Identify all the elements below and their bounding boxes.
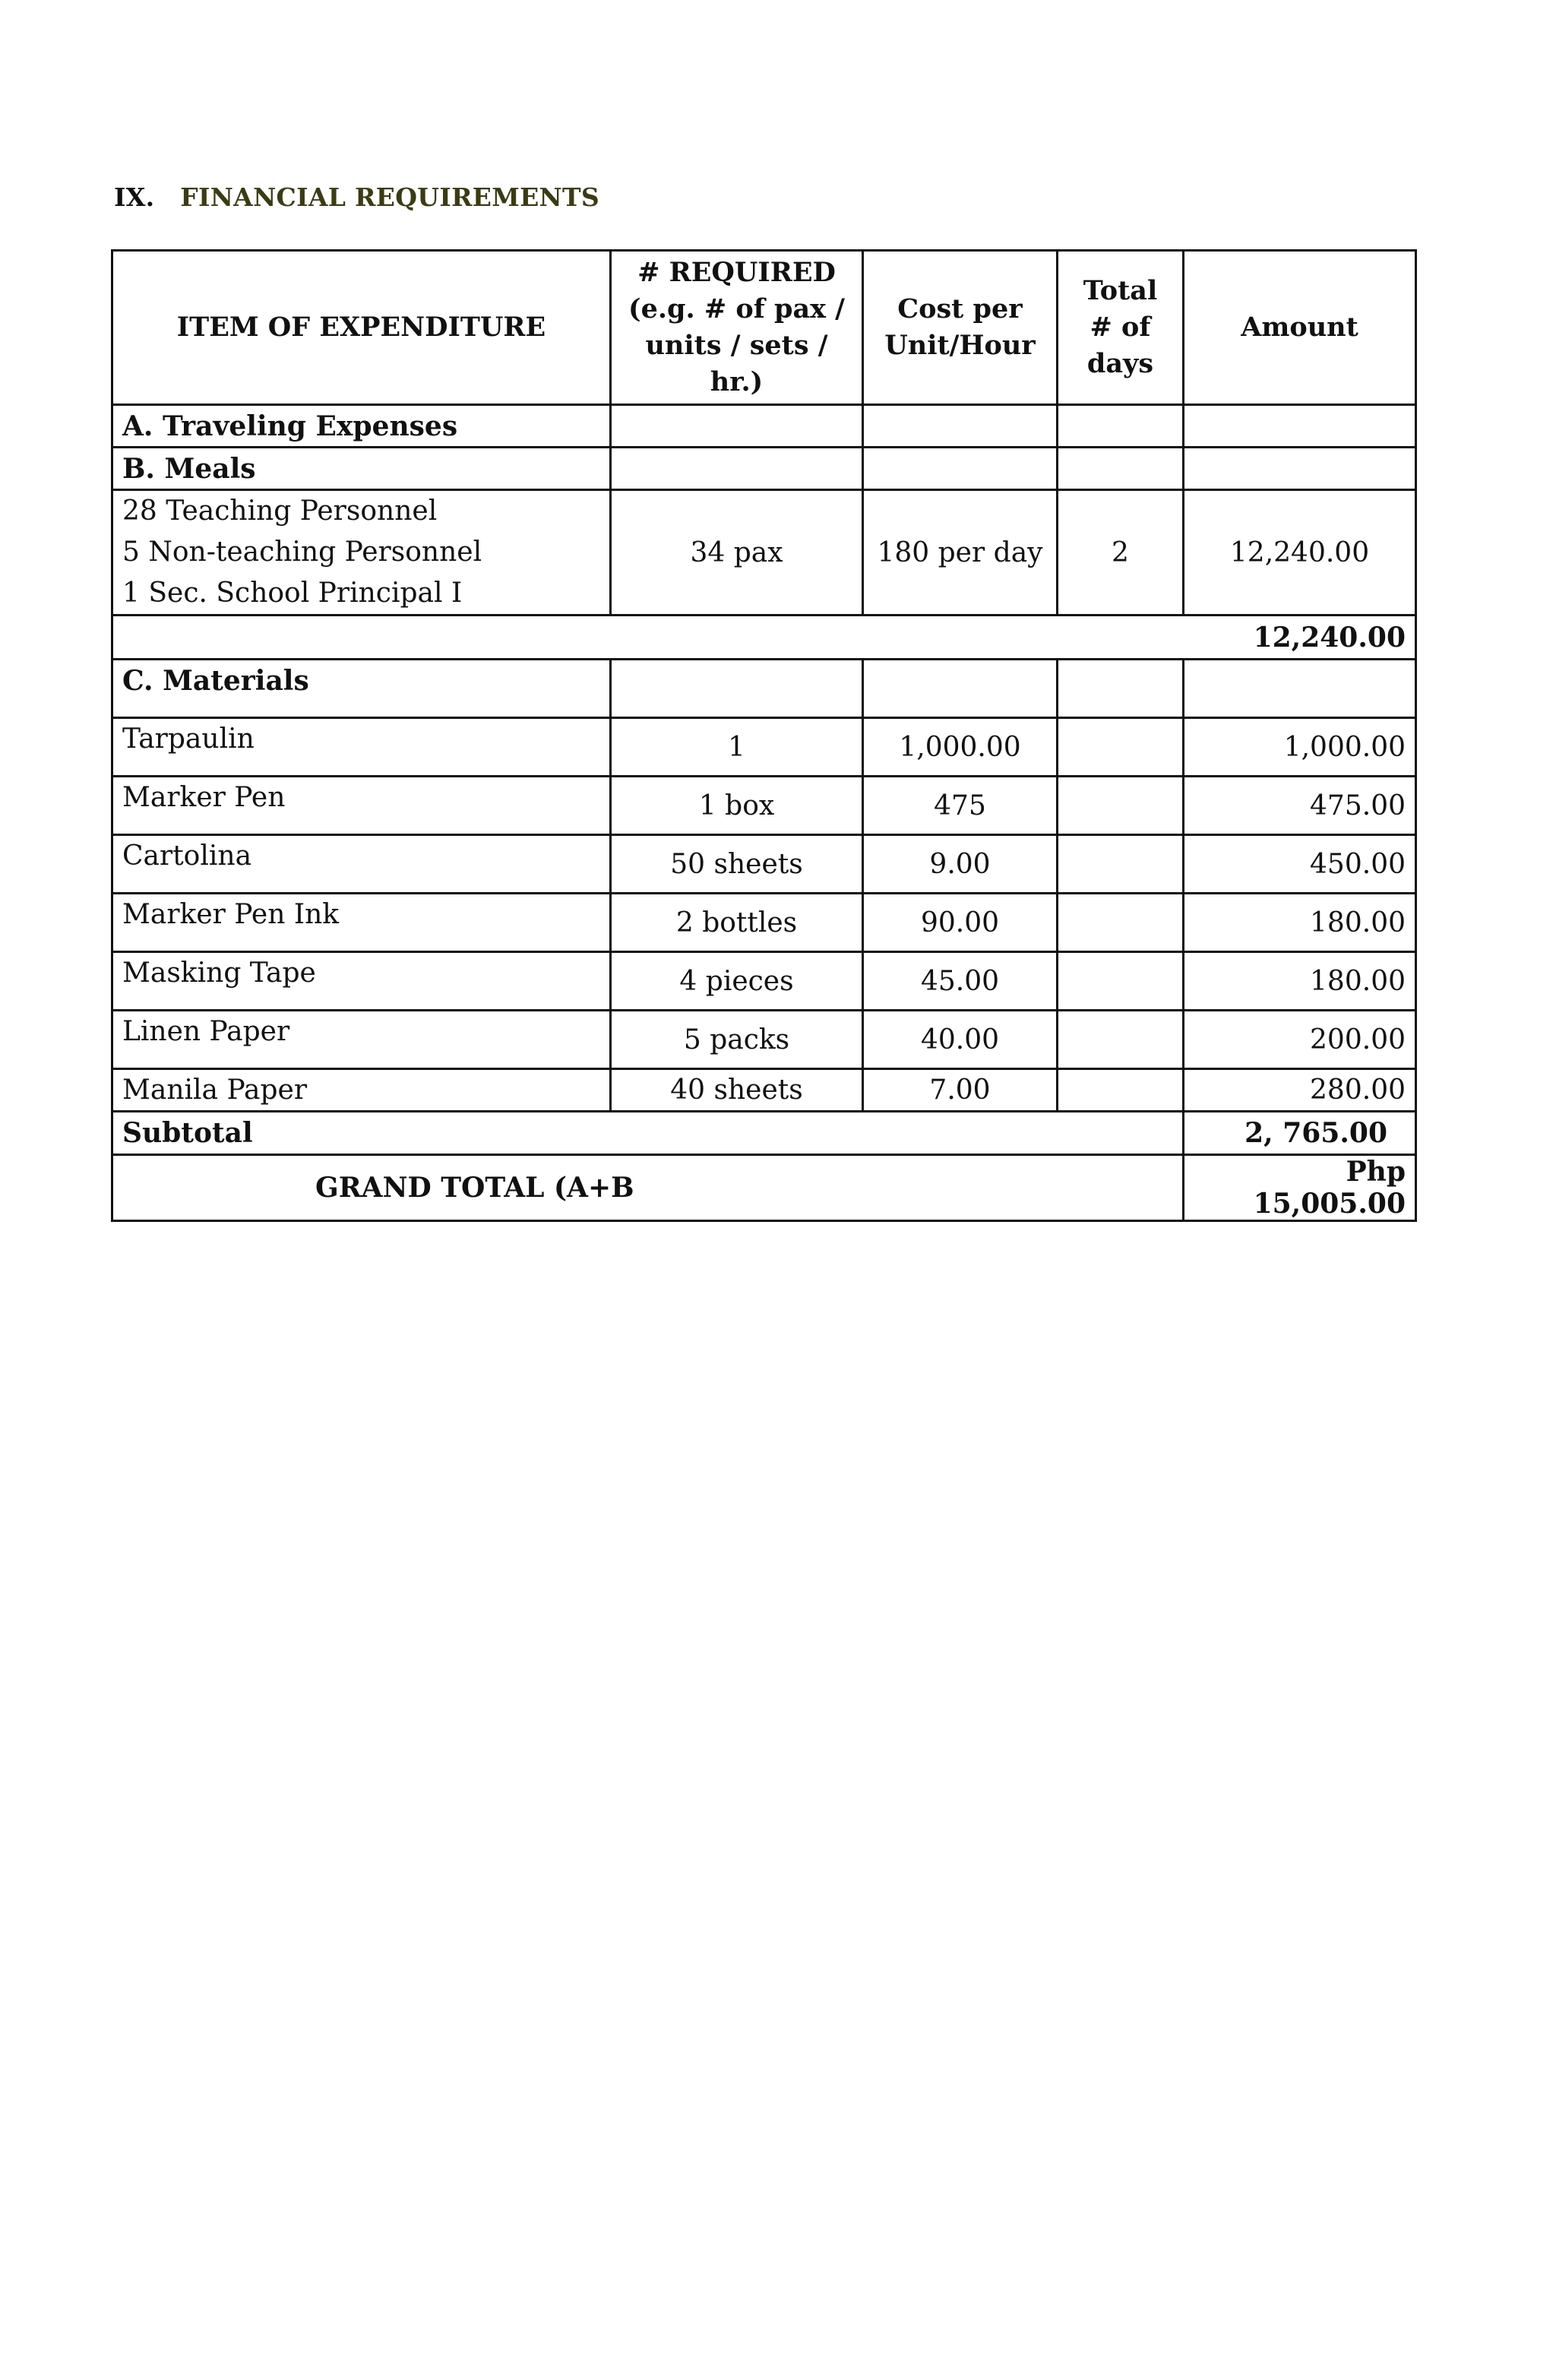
material-required: 1 box [611,777,863,835]
material-item: Cartolina [112,835,611,894]
material-item: Masking Tape [112,952,611,1011]
meals-days: 2 [1058,490,1184,616]
materials-subtotal: 2, 765.00 [1184,1112,1416,1155]
materials-row [112,660,1416,718]
meals-subtotal: 12,240.00 [112,616,1416,660]
grand-total-value: Php 15,005.00 [1184,1155,1416,1221]
grand-total-row [112,1155,1416,1221]
material-required: 4 pieces [611,952,863,1011]
header-row [112,251,1416,405]
material-amount: 475.00 [1184,777,1416,835]
meals-item: 28 Teaching Personnel [122,495,438,527]
material-required: 2 bottles [611,894,863,952]
subtotal-label: Subtotal [112,1112,1184,1155]
table-row [112,718,1416,777]
meals-detail-row [112,490,1416,616]
meals-cost: 180 per day [863,490,1058,616]
material-required: 50 sheets [611,835,863,894]
material-cost: 1,000.00 [863,718,1058,777]
material-required: 40 sheets [611,1069,863,1112]
material-cost: 90.00 [863,894,1058,952]
material-amount: 280.00 [1184,1069,1416,1112]
material-required: 5 packs [611,1011,863,1069]
material-amount: 180.00 [1184,952,1416,1011]
meals-item: 5 Non-teaching Personnel [122,536,482,568]
material-cost: 475 [863,777,1058,835]
header-days: Total # of days [1058,251,1184,405]
material-item: Marker Pen [112,777,611,835]
material-cost: 45.00 [863,952,1058,1011]
material-cost: 7.00 [863,1069,1058,1112]
header-amount: Amount [1184,251,1416,405]
meals-amount: 12,240.00 [1184,490,1416,616]
section-title [114,182,599,212]
section-number: IX. [114,182,155,212]
meals-subtotal-row [112,616,1416,660]
material-item: Manila Paper [112,1069,611,1112]
table-row [112,894,1416,952]
header-cost: Cost per Unit/Hour [863,251,1058,405]
header-item: ITEM OF EXPENDITURE [112,251,611,405]
table-row [112,835,1416,894]
material-cost: 40.00 [863,1011,1058,1069]
meals-items [112,490,611,616]
material-item: Linen Paper [112,1011,611,1069]
material-amount: 450.00 [1184,835,1416,894]
financial-requirements-table [111,249,1417,1222]
table-row [112,1011,1416,1069]
material-item: Marker Pen Ink [112,894,611,952]
table-row [112,777,1416,835]
traveling-row [112,405,1416,448]
materials-subtotal-row [112,1112,1416,1155]
table-row [112,952,1416,1011]
material-amount: 200.00 [1184,1011,1416,1069]
grand-total-label: GRAND TOTAL (A+B [112,1155,1184,1221]
meals-required: 34 pax [611,490,863,616]
traveling-label: A. Traveling Expenses [112,405,611,448]
header-required: # REQUIRED (e.g. # of pax / units / sets / hr.) [611,251,863,405]
material-required: 1 [611,718,863,777]
section-heading: FINANCIAL REQUIREMENTS [180,182,599,212]
materials-label: C. Materials [112,660,611,718]
material-amount: 1,000.00 [1184,718,1416,777]
table-row [112,1069,1416,1112]
material-amount: 180.00 [1184,894,1416,952]
material-item: Tarpaulin [112,718,611,777]
material-cost: 9.00 [863,835,1058,894]
meals-label: B. Meals [112,448,611,490]
meals-item: 1 Sec. School Principal I [122,578,463,609]
meals-row [112,448,1416,490]
